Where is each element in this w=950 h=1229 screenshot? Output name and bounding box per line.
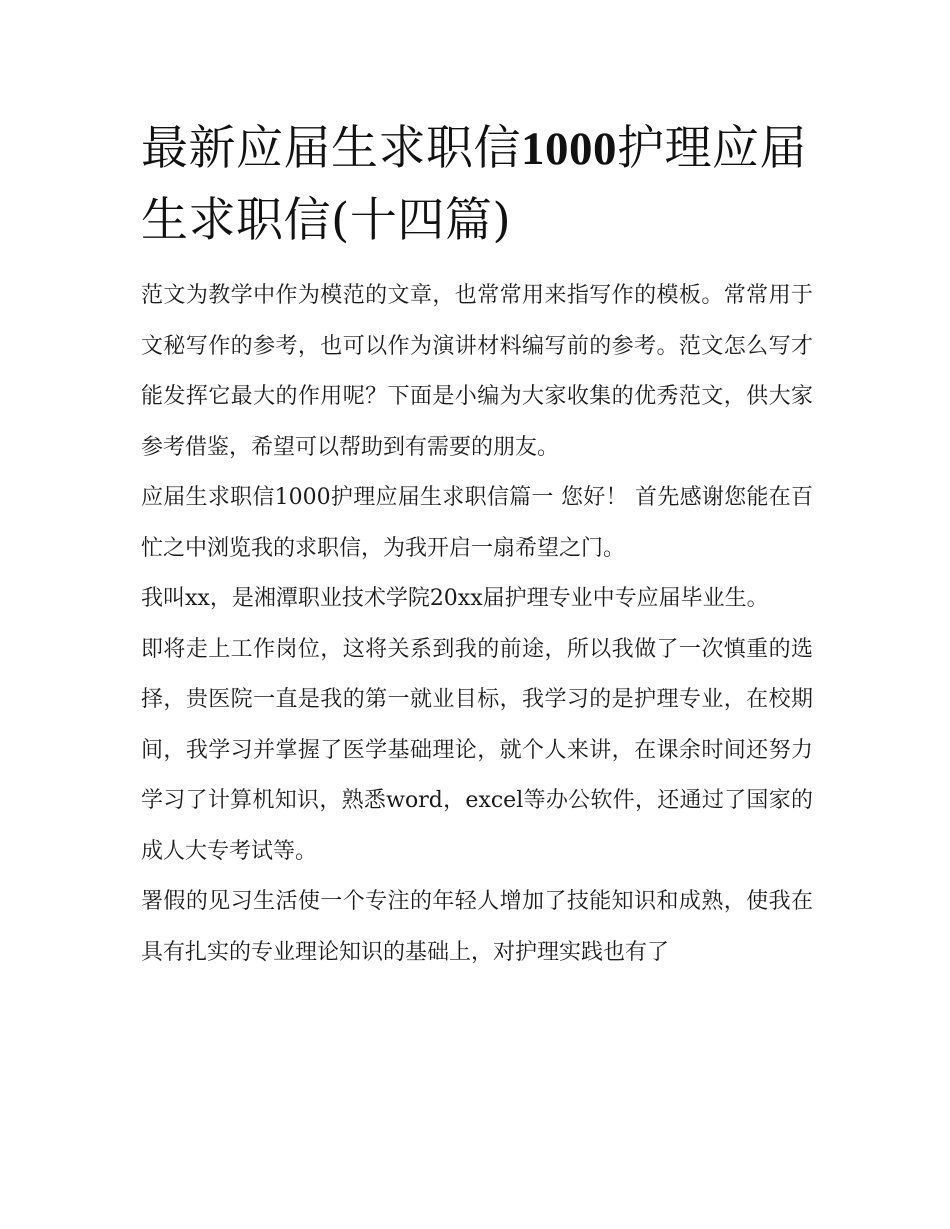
paragraph-self-intro: 我叫xx，是湘潭职业技术学院20xx届护理专业中专应届毕业生。 <box>141 586 769 611</box>
paragraph-intro: 范文为教学中作为模范的文章，也常常用来指写作的模板。常常用于文秘写作的参考，也可以作为演讲材料编写前的参考。范文怎么写才能发挥它最大的作用呢？下面是小编为大家收集的优秀范文，供大家参考借鉴，希望可以帮助到有需要的朋友。 <box>141 283 813 460</box>
paragraph-greeting: 应届生求职信1000护理应届生求职信篇一 您好！ 首先感谢您能在百忙之中浏览我的求职信，为我开启一扇希望之门。 <box>141 485 813 561</box>
paragraph-internship: 署假的见习生活使一个专注的年轻人增加了技能知识和成熟，使我在具有扎实的专业理论知识的基础上，对护理实践也有了 <box>141 889 813 965</box>
title-number: 1000 <box>521 123 617 175</box>
document-body <box>141 113 813 978</box>
document-title: 最新应届生求职信1000护理应届生求职信(十四篇) <box>141 121 807 248</box>
paragraph-study: 即将走上工作岗位，这将关系到我的前途，所以我做了一次慎重的选择，贵医院一直是我的第一就业目标，我学习的是护理专业，在校期间，我学习并掌握了医学基础理论，就个人来讲，在课余时间还努力学习了计算机知识，熟悉word，excel等办公软件，还通过了国家的成人大专考试等。 <box>141 636 813 864</box>
